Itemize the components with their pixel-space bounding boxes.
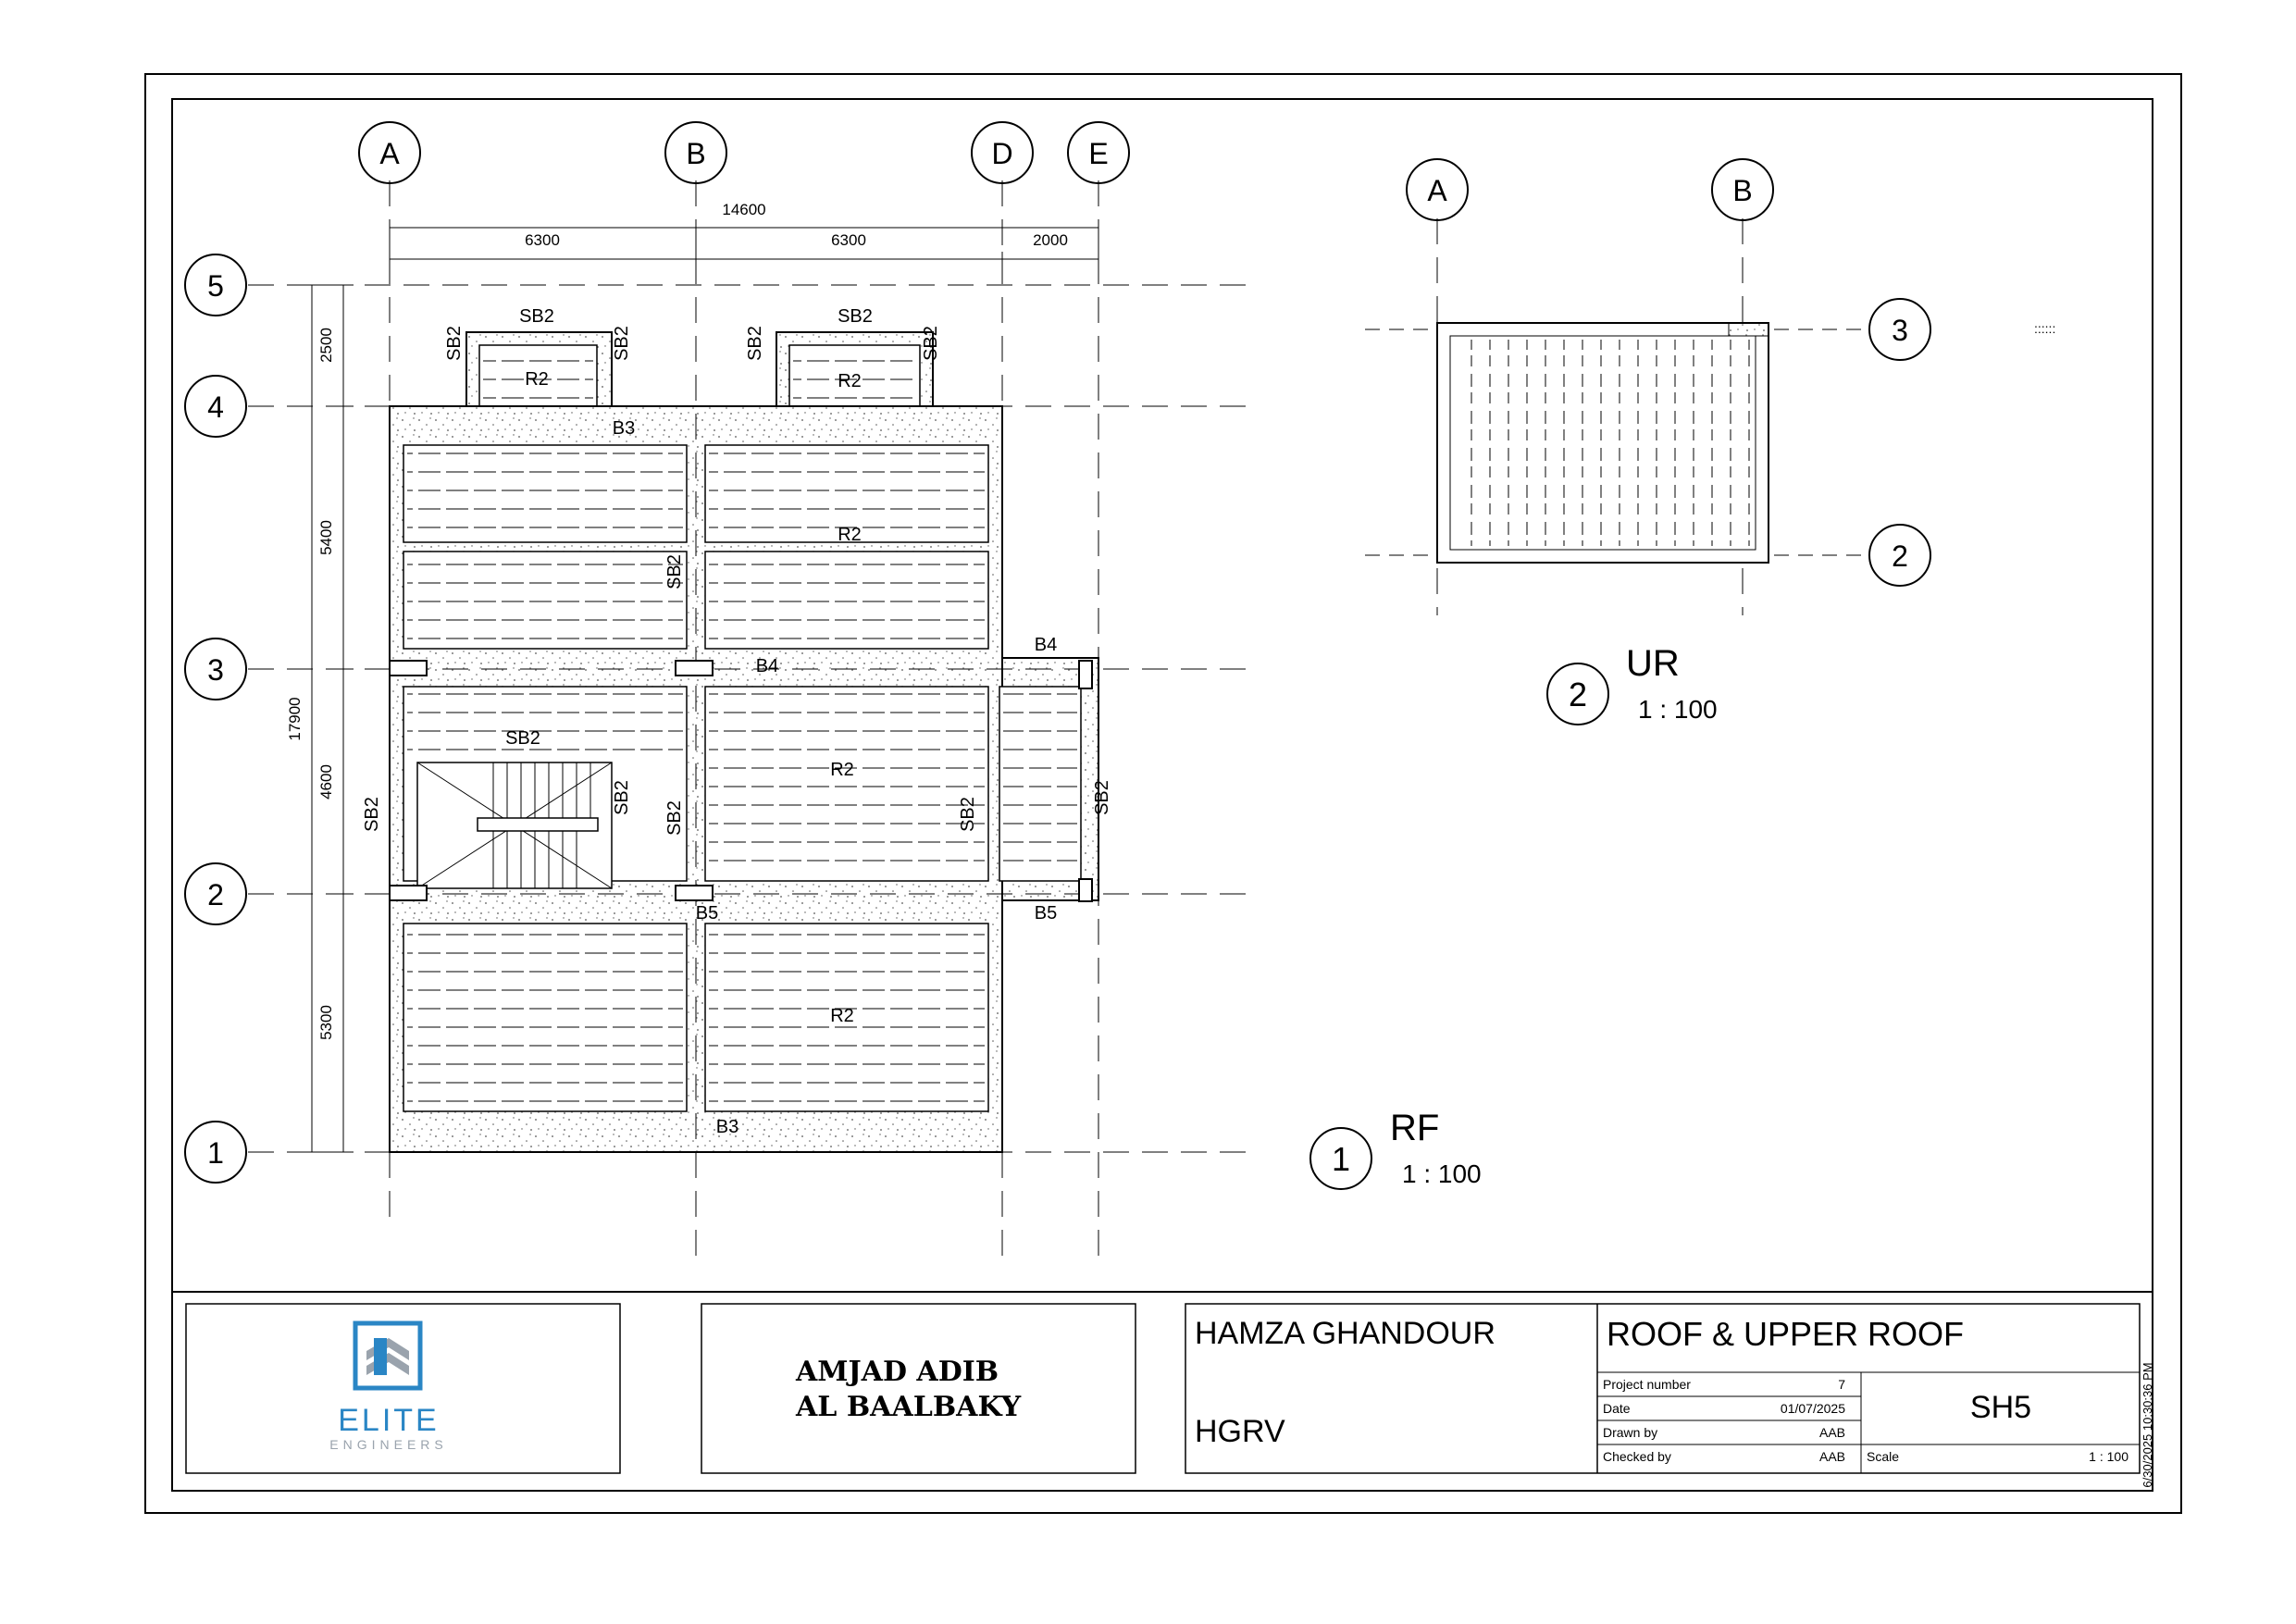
ur-grid-bubble-2 [1869,525,1930,586]
logo-text: ELITE [338,1403,440,1438]
svg-text:B3: B3 [612,418,636,439]
svg-text:SB2: SB2 [958,797,978,832]
field-value-project-number: 7 [1838,1377,1845,1392]
view-title-ur [1547,643,1718,725]
svg-text:B4: B4 [1034,635,1058,655]
upper-room-right [776,332,933,406]
title-block [186,1304,2154,1488]
svg-text:SB2: SB2 [664,800,685,836]
svg-text:R2: R2 [838,525,862,545]
svg-text:1 : 100: 1 : 100 [1638,695,1718,724]
svg-text:B4: B4 [755,656,779,676]
sheet-number: SH5 [1969,1390,2032,1425]
svg-text:E: E [1088,137,1109,170]
svg-text:2: 2 [1568,676,1588,713]
ur-grid-bubble-a [1407,159,1468,220]
svg-text:R2: R2 [830,1006,854,1026]
elite-logo [329,1323,447,1452]
field-value-scale: 1 : 100 [2089,1449,2128,1464]
svg-text:R2: R2 [830,760,854,780]
svg-text:1: 1 [1331,1140,1351,1178]
svg-text:SB2: SB2 [612,326,632,361]
grid-bubble-3 [185,638,246,700]
dim-overall-height: 17900 [286,697,304,741]
dim-span-de: 2000 [1033,231,1068,249]
field-value-drawn-by: AAB [1818,1425,1845,1440]
grid-bubble-5 [185,254,246,316]
grid-bubble-b [665,122,726,183]
svg-text:SB2: SB2 [745,326,765,361]
dim-span-43: 5400 [317,520,335,555]
svg-text:SB2: SB2 [838,306,873,327]
dim-span-ab: 6300 [525,231,560,249]
grid-bubble-2 [185,863,246,924]
svg-text:SB2: SB2 [612,780,632,815]
svg-text:2: 2 [207,878,224,911]
svg-text:SB2: SB2 [664,554,685,589]
svg-text:R2: R2 [525,369,549,390]
signature-line-1: AMJAD ADIB [796,1356,999,1388]
svg-text:RF: RF [1390,1108,1440,1148]
svg-text:B: B [686,137,706,170]
svg-text:B: B [1732,174,1753,207]
svg-text:B5: B5 [1034,903,1058,924]
svg-text:SB2: SB2 [444,326,465,361]
svg-text:A: A [379,137,400,170]
signature-box [701,1304,1136,1473]
svg-text:SB2: SB2 [519,306,554,327]
dim-span-bd: 6300 [831,231,866,249]
dim-overall-width: 14600 [722,201,766,218]
client-name: HAMZA GHANDOUR [1195,1316,1496,1351]
grid-bubble-e [1068,122,1129,183]
svg-text:4: 4 [207,391,224,424]
grid-bubble-4 [185,376,246,437]
svg-text:B3: B3 [715,1117,739,1137]
top-dimensions [390,201,1098,268]
dim-span-54: 2500 [317,328,335,363]
ur-ribs [1454,340,1752,546]
grid-bubble-1 [185,1122,246,1183]
staircase [417,762,612,888]
project-code: HGRV [1195,1414,1285,1449]
field-label-date: Date [1603,1401,1631,1416]
svg-text:3: 3 [207,653,224,687]
svg-text:2: 2 [1892,539,1908,573]
field-label-drawn-by: Drawn by [1603,1425,1658,1440]
field-label-project-number: Project number [1603,1377,1691,1392]
dim-span-32: 4600 [317,764,335,800]
svg-text:B5: B5 [695,903,719,924]
field-label-checked-by: Checked by [1603,1449,1671,1464]
svg-text:5: 5 [207,269,224,303]
signature-line-2: AL BAALBAKY [796,1391,1022,1423]
roof-plan [185,122,1482,1268]
svg-text:1: 1 [207,1136,224,1170]
grid-bubble-a [359,122,420,183]
svg-text:UR: UR [1626,643,1680,684]
grid-bubble-d [972,122,1033,183]
svg-text:SB2: SB2 [921,326,941,361]
svg-text:D: D [991,137,1013,170]
svg-text:A: A [1427,174,1447,207]
svg-text:1 : 100: 1 : 100 [1402,1159,1482,1188]
left-dimensions [286,285,354,1152]
ur-annotation-marks: :::::: [2034,321,2056,336]
field-value-date: 01/07/2025 [1780,1401,1845,1416]
view-title-rf [1310,1108,1482,1189]
svg-text:SB2: SB2 [362,797,382,832]
dim-span-21: 5300 [317,1005,335,1040]
print-timestamp: 6/30/2025 10:30:36 PM [2141,1362,2154,1488]
svg-text:SB2: SB2 [505,728,540,749]
logo-subtext: ENGINEERS [329,1437,448,1452]
sheet-title: ROOF & UPPER ROOF [1607,1315,1965,1353]
upper-roof-plan [1365,159,2055,725]
field-value-checked-by: AAB [1818,1449,1845,1464]
ur-grid-bubble-3 [1869,299,1930,360]
svg-text:R2: R2 [838,371,862,391]
ur-grid-bubble-b [1712,159,1773,220]
field-label-scale: Scale [1867,1449,1900,1464]
svg-text:3: 3 [1892,314,1908,347]
svg-text:SB2: SB2 [1092,780,1112,815]
